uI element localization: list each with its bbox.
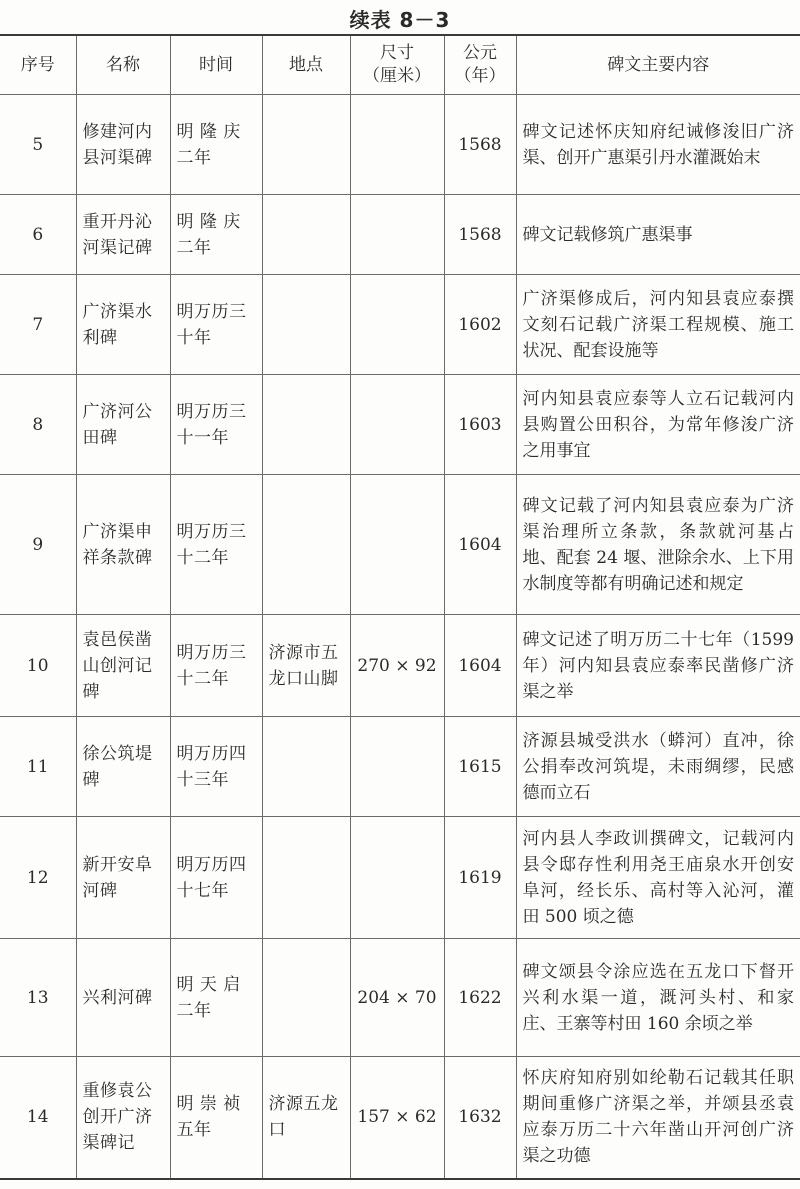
cell-size [350, 475, 444, 615]
stele-table [0, 34, 800, 1180]
table-row [0, 939, 800, 1057]
table-row [0, 1057, 800, 1179]
cell-content: 碑文记述了明万历二十七年（1599 年）河内知县袁应泰率民凿修广济渠之举 [516, 615, 800, 717]
cell-year: 1603 [444, 375, 516, 475]
cell-size [350, 717, 444, 817]
header-row [0, 35, 800, 95]
cell-no: 11 [0, 717, 76, 817]
cell-year: 1604 [444, 615, 516, 717]
cell-time: 明万历三十二年 [170, 615, 262, 717]
cell-content: 碑文记载修筑广惠渠事 [516, 195, 800, 275]
cell-content: 怀庆府知府别如纶勒石记载其任职期间重修广济渠之举，并颂县丞袁应泰万历二十六年凿山开河创广济渠之功德 [516, 1057, 800, 1179]
cell-place: 济源市五龙口山脚 [262, 615, 350, 717]
table-row [0, 275, 800, 375]
cell-place [262, 475, 350, 615]
cell-no: 5 [0, 95, 76, 195]
table-row [0, 717, 800, 817]
header-name: 名称 [76, 35, 170, 95]
cell-name: 修建河内县河渠碑 [76, 95, 170, 195]
cell-place [262, 195, 350, 275]
cell-year: 1568 [444, 195, 516, 275]
table-row [0, 615, 800, 717]
header-place: 地点 [262, 35, 350, 95]
cell-time: 明万历四十三年 [170, 717, 262, 817]
cell-size: 157 × 62 [350, 1057, 444, 1179]
cell-size [350, 817, 444, 939]
cell-year: 1619 [444, 817, 516, 939]
cell-year: 1602 [444, 275, 516, 375]
table-row [0, 817, 800, 939]
cell-time: 明万历三十一年 [170, 375, 262, 475]
cell-year: 1568 [444, 95, 516, 195]
cell-no: 6 [0, 195, 76, 275]
cell-time: 明 天 启二年 [170, 939, 262, 1057]
cell-no: 9 [0, 475, 76, 615]
cell-size: 204 × 70 [350, 939, 444, 1057]
cell-size [350, 195, 444, 275]
header-no: 序号 [0, 35, 76, 95]
cell-size [350, 95, 444, 195]
cell-no: 13 [0, 939, 76, 1057]
table-title: 续表 8－3 [349, 8, 451, 32]
header-size: 尺寸 （厘米） [350, 35, 444, 95]
cell-year: 1615 [444, 717, 516, 817]
table-row [0, 195, 800, 275]
table-row [0, 95, 800, 195]
cell-time: 明 崇 祯五年 [170, 1057, 262, 1179]
table-row [0, 375, 800, 475]
cell-place [262, 275, 350, 375]
header-time: 时间 [170, 35, 262, 95]
cell-place [262, 375, 350, 475]
cell-year: 1622 [444, 939, 516, 1057]
cell-no: 12 [0, 817, 76, 939]
cell-no: 10 [0, 615, 76, 717]
cell-place [262, 817, 350, 939]
cell-place: 济源五龙口 [262, 1057, 350, 1179]
cell-content: 碑文记载了河内知县袁应泰为广济渠治理所立条款，条款就河基占地、配套 24 堰、泄除余水、上下用水制度等都有明确记述和规定 [516, 475, 800, 615]
header-year: 公元 （年） [444, 35, 516, 95]
cell-time: 明 隆 庆二年 [170, 195, 262, 275]
cell-content: 广济渠修成后，河内知县袁应泰撰文刻石记载广济渠工程规模、施工状况、配套设施等 [516, 275, 800, 375]
cell-name: 重开丹沁河渠记碑 [76, 195, 170, 275]
cell-name: 广济渠水利碑 [76, 275, 170, 375]
cell-name: 新开安阜河碑 [76, 817, 170, 939]
cell-size: 270 × 92 [350, 615, 444, 717]
cell-name: 兴利河碑 [76, 939, 170, 1057]
cell-name: 重修袁公创开广济渠碑记 [76, 1057, 170, 1179]
cell-place [262, 717, 350, 817]
cell-content: 河内县人李政训撰碑文，记载河内县令邸存性利用尧王庙泉水开创安阜河，经长乐、高村等入沁河，灌田 500 顷之德 [516, 817, 800, 939]
cell-name: 广济渠申祥条款碑 [76, 475, 170, 615]
table-row [0, 475, 800, 615]
cell-content: 碑文颂县令涂应选在五龙口下督开兴利水渠一道，溉河头村、和家庄、王寨等村田 160 余顷之举 [516, 939, 800, 1057]
cell-year: 1604 [444, 475, 516, 615]
cell-no: 8 [0, 375, 76, 475]
cell-year: 1632 [444, 1057, 516, 1179]
cell-no: 7 [0, 275, 76, 375]
cell-content: 济源县城受洪水（蟒河）直冲，徐公捐奉改河筑堤，未雨绸缪，民感德而立石 [516, 717, 800, 817]
cell-time: 明 隆 庆二年 [170, 95, 262, 195]
cell-name: 袁邑侯凿山创河记碑 [76, 615, 170, 717]
cell-name: 徐公筑堤碑 [76, 717, 170, 817]
cell-time: 明万历三十二年 [170, 475, 262, 615]
cell-size [350, 275, 444, 375]
cell-place [262, 939, 350, 1057]
header-content: 碑文主要内容 [516, 35, 800, 95]
cell-time: 明万历三十年 [170, 275, 262, 375]
cell-name: 广济河公田碑 [76, 375, 170, 475]
cell-size [350, 375, 444, 475]
cell-content: 河内知县袁应泰等人立石记载河内县购置公田积谷，为常年修浚广济之用事宜 [516, 375, 800, 475]
cell-content: 碑文记述怀庆知府纪诫修浚旧广济渠、创开广惠渠引丹水灌溉始末 [516, 95, 800, 195]
cell-place [262, 95, 350, 195]
cell-no: 14 [0, 1057, 76, 1179]
cell-time: 明万历四十七年 [170, 817, 262, 939]
